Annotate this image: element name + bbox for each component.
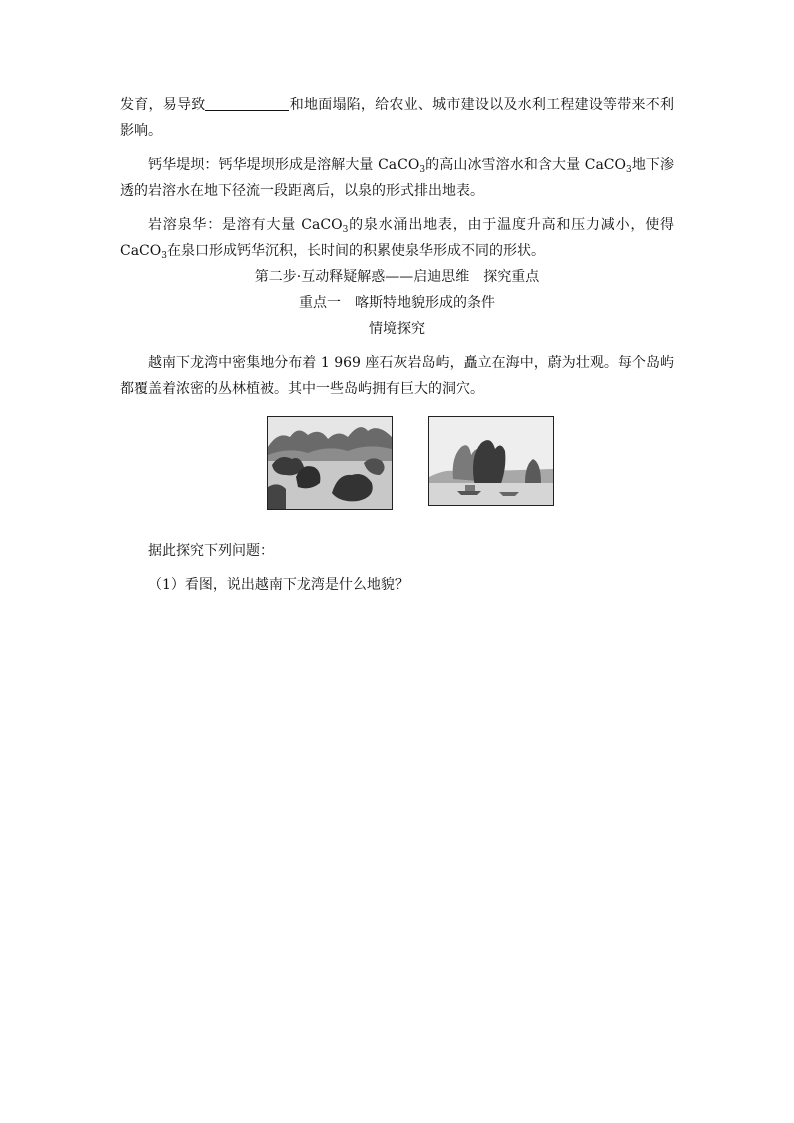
heading-key-point: 重点一 喀斯特地貌形成的条件 [299, 295, 495, 311]
heading-scenario: 情境探究 [369, 321, 425, 337]
photo-halong-rocks [428, 416, 554, 506]
photo-halong-islands [267, 416, 393, 510]
fill-in-blank[interactable] [205, 96, 289, 111]
paragraph-karst-hazard: 发育，易导致 和地面塌陷，给农业、城市建设以及水利工程建设等带来不利影响。 [120, 97, 675, 139]
term-calcium-dam: 钙华堤坝： [148, 157, 219, 173]
paragraph-halong-bay: 越南下龙湾中密集地分布着 1 969 座石灰岩岛屿，矗立在海中，蔚为壮观。每个岛屿都覆盖着浓密的丛林植被。其中一些岛屿拥有巨大的洞穴。 [120, 355, 674, 397]
paragraph-calcium-dam: 钙华堤坝：钙华堤坝形成是溶解大量 CaCO$_3$的高山冰雪溶水和含大量 CaCO$_3$地下渗透的岩溶水在地下径流一段距离后，以泉的形式排出地表。 [120, 157, 675, 199]
paragraph-task-intro: 据此探究下列问题： [148, 543, 274, 559]
term-spring-sinter: 岩溶泉华： [148, 217, 223, 233]
document-page [120, 92, 674, 598]
paragraph-spring-sinter: 岩溶泉华：是溶有大量 CaCO$_3$的泉水涌出地表，由于温度升高和压力减小，使得 CaCO$_3$在泉口形成钙华沉积，长时间的积累使泉华形成不同的形状。 [120, 217, 675, 261]
sea-stack-image [429, 417, 553, 505]
karst-islands-image [268, 417, 392, 509]
question-one: （1）看图，说出越南下龙湾是什么地貌？ [148, 577, 409, 593]
photo-row [120, 416, 674, 516]
heading-step-two: 第二步·互动释疑解惑——启迪思维 探究重点 [254, 269, 540, 285]
